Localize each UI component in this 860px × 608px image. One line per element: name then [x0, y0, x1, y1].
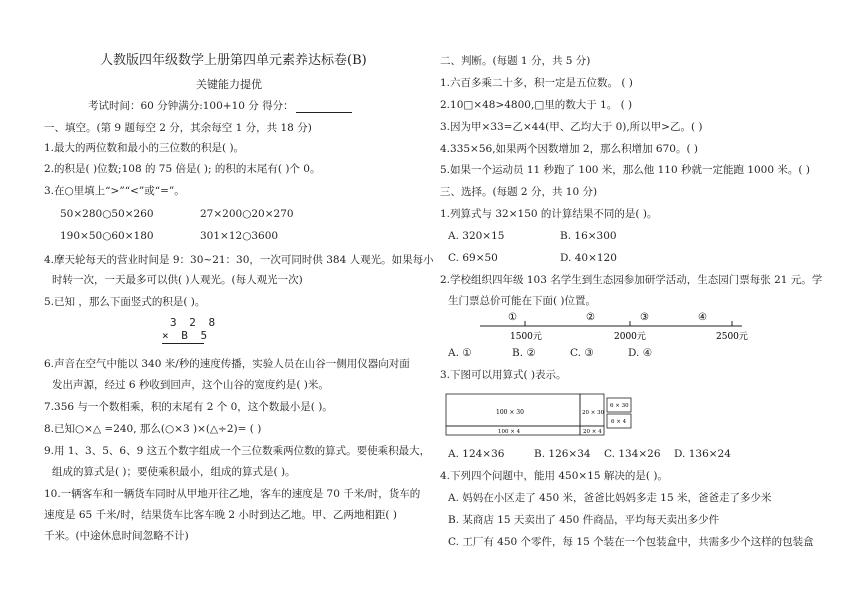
choice-3-option-b: B. 126×34: [534, 448, 591, 460]
choice-2-line-2: 生门票总价可能在下面( )位置。: [448, 295, 597, 307]
label-100x30: 100 × 30: [496, 409, 524, 416]
question-8: 8.已知○×△ =240, 那么(○×3 )×(△÷2)= ( ): [44, 423, 262, 435]
choice-1: 1.列算式与 32×150 的计算结果不同的是( )。: [440, 208, 658, 220]
question-7: 7.356 与一个数相乘，积的末尾有 2 个 0，这个数最小是( )。: [44, 401, 333, 413]
question-6-line-1: 6.声音在空气中能以 340 米/秒的速度传播，实验人员在山谷一侧用仪器向对面: [44, 358, 410, 370]
choice-3: 3.下图可以用算式( )表示。: [440, 369, 567, 381]
label-2500: 2500元: [716, 332, 748, 342]
question-5: 5.已知 ，那么下面竖式的积是( )。: [44, 296, 206, 308]
choice-3-option-a: A. 124×36: [448, 448, 505, 460]
judge-5: 5.如果一个运动员 11 秒跑了 100 米，那么他 110 秒就一定能跑 1000 米。( ): [440, 164, 810, 176]
label-20x30: 20 × 30: [582, 410, 605, 416]
choice-4: 4.下列四个问题中，能用 450×15 解决的是( )。: [440, 470, 668, 482]
choice-3-option-d: D. 136×24: [674, 448, 731, 460]
choice-2-option-a: A. ①: [448, 347, 472, 359]
position-1: ①: [508, 312, 517, 323]
multiplication-bar: [162, 343, 204, 344]
judge-4: 4.335×56,如果两个因数增加 2，那么积增加 670。( ): [440, 143, 698, 155]
label-100x4: 100 × 4: [498, 429, 521, 435]
choice-1-option-d: D. 40×120: [560, 252, 617, 264]
section-fill-blank: 一、填空。(第 9 题每空 2 分，其余每空 1 分，共 18 分): [44, 122, 312, 134]
label-20x4: 20 × 4: [583, 429, 602, 435]
choice-2-option-b: B. ②: [512, 347, 536, 359]
choice-4-option-b: B. 某商店 15 天卖出了 450 件商品，平均每天卖出多少件: [448, 514, 720, 526]
choice-2-option-c: C. ③: [570, 347, 594, 359]
question-3-item-2: 27×200○20×270: [200, 208, 294, 220]
page-title: 人教版四年级数学上册第四单元素养达标卷(B): [100, 53, 367, 68]
position-3: ③: [640, 312, 649, 323]
question-9-line-2: 组成的算式是( )；要使乘积最小，组成的算式是( )。: [52, 466, 296, 478]
question-3-item-1: 50×280○50×260: [60, 208, 154, 220]
question-2: 2.的积是( )位数;108 的 75 倍是( ); 的积的末尾有( )个 0。: [44, 163, 321, 175]
exam-info-text: 考试时间：60 分钟满分:100+10 分 得分：: [88, 100, 294, 112]
choice-1-option-b: B. 16×300: [560, 230, 617, 242]
question-6-line-2: 发出声源，经过 6 秒收到回声，这个山谷的宽度约是( )米。: [52, 379, 329, 391]
position-4: ④: [698, 312, 707, 323]
question-10-line-1: 10.一辆客车和一辆货车同时从甲地开往乙地，客车的速度是 70 千米/时，货车的: [44, 488, 421, 500]
choice-3-option-c: C. 134×26: [604, 448, 661, 460]
judge-3: 3.因为甲×33=乙×44(甲、乙均大于 0),所以甲>乙。( ): [440, 121, 703, 133]
question-4-line-2: 时转一次，一天最多可以供( )人观光。(每人观光一次): [52, 274, 303, 286]
choice-4-option-a: A. 妈妈在小区走了 450 米，爸爸比妈妈多走 15 米，爸爸走了多少米: [448, 492, 772, 504]
area-model-diagram: [444, 390, 644, 440]
question-10-line-2: 速度是 65 千米/时，结果货车比客车晚 2 小时到达乙地。甲、乙两地相距( ): [44, 509, 397, 521]
question-3-item-3: 190×50○60×180: [60, 230, 154, 242]
question-10-line-3: 千米。(中途休息时间忽略不计): [44, 530, 189, 542]
label-6x4: 6 × 4: [611, 419, 627, 425]
question-1: 1.最大的两位数和最小的三位数的积是( )。: [44, 142, 245, 154]
page-subtitle: 关键能力提优: [196, 78, 262, 91]
exam-info: [88, 99, 352, 113]
multiplier: × B 5: [162, 329, 211, 342]
label-1500: 1500元: [510, 332, 542, 342]
score-blank[interactable]: [296, 101, 352, 113]
position-2: ②: [586, 312, 595, 323]
section-judge: 二、判断。(每题 1 分，共 5 分): [440, 55, 591, 67]
question-3: 3.在○里填上“>”“<”或“=”。: [44, 185, 185, 197]
question-3-item-4: 301×12○3600: [200, 230, 279, 242]
label-2000: 2000元: [614, 332, 646, 342]
choice-1-option-a: A. 320×15: [448, 230, 505, 242]
judge-2: 2.10□×48>4800,□里的数大于 1。 ( ): [440, 99, 633, 111]
choice-1-option-c: C. 69×50: [448, 252, 498, 264]
question-4-line-1: 4.摩天轮每天的营业时间是 9：30~21：30，一次可同时供 384 人观光。如果每小: [44, 254, 434, 266]
price-number-line: [470, 310, 750, 342]
label-6x30: 6 × 30: [610, 403, 629, 409]
section-choice: 三、选择。(每题 2 分，共 10 分): [440, 186, 598, 198]
choice-4-option-c: C. 工厂有 450 个零件，每 15 个装在一个包装盒中，共需多少个这样的包装盒: [448, 536, 814, 548]
choice-2-line-1: 2.学校组织四年级 103 名学生到生态园参加研学活动，生态园门票每张 21 元。学: [440, 274, 823, 286]
vertical-multiplication: [162, 316, 218, 344]
question-9-line-1: 9.用 1、3、5、6、9 这五个数字组成一个三位数乘两位数的算式。要使乘积最大，: [44, 445, 431, 457]
choice-2-option-d: D. ④: [628, 347, 653, 359]
judge-1: 1.六百多乘二十多，积一定是五位数。 ( ): [440, 77, 633, 89]
multiplicand: 3 2 8: [170, 316, 219, 329]
